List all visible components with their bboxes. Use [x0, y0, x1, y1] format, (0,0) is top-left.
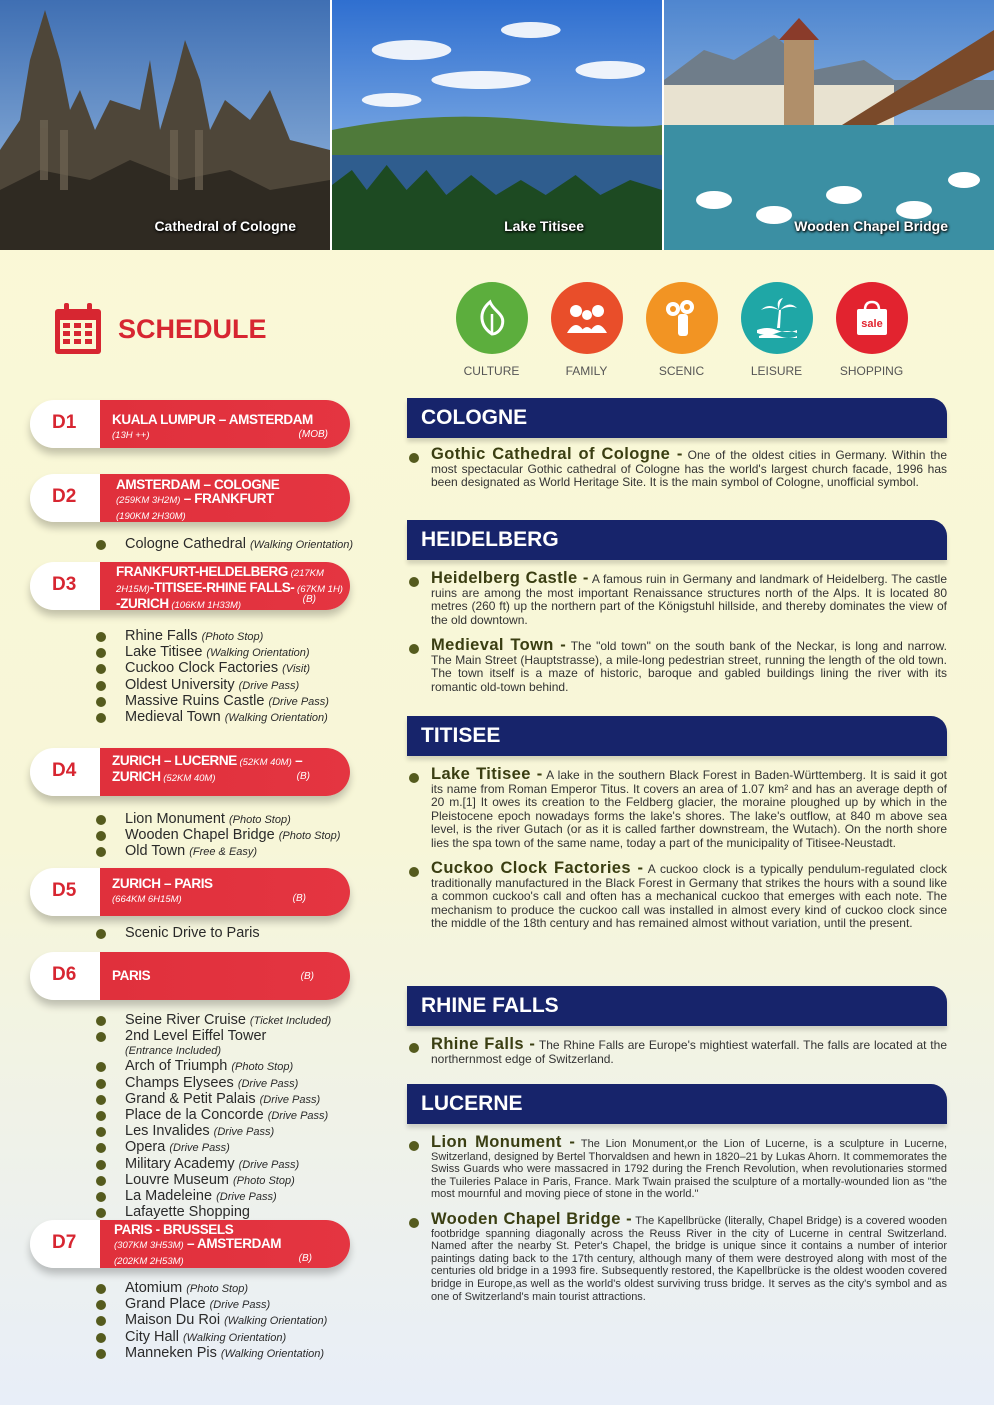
list-item: Medieval Town (Walking Orientation)	[96, 710, 329, 726]
section-title: RHINE FALLS	[407, 986, 947, 1026]
route-text: PARIS - BRUSSELS	[114, 1222, 234, 1237]
route-duration: (307KM 3H53M)	[114, 1240, 184, 1251]
photo-caption: Wooden Chapel Bridge	[794, 218, 948, 234]
day-label: D7	[52, 1232, 77, 1253]
list-item: Seine River Cruise (Ticket Included)	[96, 1013, 331, 1029]
route-duration: (52KM 40M)	[236, 757, 292, 768]
day-label: D6	[52, 964, 77, 985]
family-icon	[551, 282, 623, 354]
list-item: Oldest University (Drive Pass)	[96, 678, 329, 694]
category-scenic	[634, 282, 729, 378]
photo-cathedral-of-cologne	[0, 0, 330, 250]
list-item: Old Town (Free & Easy)	[96, 844, 340, 860]
category-label: FAMILY	[565, 364, 608, 378]
section-lucerne	[407, 1084, 947, 1303]
route-duration: (67KM 1H)	[294, 584, 343, 595]
section-title: COLOGNE	[407, 398, 947, 438]
list-item: Grand Place (Drive Pass)	[96, 1297, 327, 1313]
category-label: SHOPPING	[839, 364, 904, 378]
section-heidelberg	[407, 520, 947, 694]
meal-code: (B)	[302, 594, 316, 605]
meal-code: (B)	[296, 771, 310, 782]
schedule-title: SCHEDULE	[118, 313, 267, 344]
category-shopping	[824, 282, 919, 378]
list-item: Champs Elysees (Drive Pass)	[96, 1076, 331, 1092]
list-item: Military Academy (Drive Pass)	[96, 1157, 331, 1173]
list-item: Place de la Concorde (Drive Pass)	[96, 1108, 331, 1124]
photo-banner	[0, 0, 994, 250]
route-duration: (52KM 40M)	[160, 773, 216, 784]
attraction-item: Wooden Chapel Bridge - The Kapellbrücke (literally, Chapel Bridge) is a covered wooden footbridge spanning diagonally across the Reuss River in the city of Lucerne in central Switzerland. Named after the nearby St. Peter's Chapel, the bridge is unique since it contains a number of interior paintings dating back to the 17th century, although many of them were destroyed along with most of the centuries old bridge in a 1993 fire. Subsequently restored, the Kapellbrücke is the oldest wooden covered bridge in Europe,as well as the world's oldest surviving truss bridge. It serves as the city's symbol and as one of Switzerland's main tourist attractions.	[407, 1213, 947, 1303]
day-label: D5	[52, 880, 77, 901]
category-label: SCENIC	[658, 364, 705, 378]
category-label: CULTURE	[463, 364, 520, 378]
list-item: Massive Ruins Castle (Drive Pass)	[96, 694, 329, 710]
list-item: Lion Monument (Photo Stop)	[96, 812, 340, 828]
day-label: D1	[52, 412, 77, 433]
photo-caption: Lake Titisee	[504, 218, 584, 234]
itinerary-list-d7	[96, 1281, 327, 1362]
list-item: Lafayette Shopping	[96, 1205, 331, 1220]
day-badge-d6	[30, 952, 350, 1000]
calendar-icon	[54, 303, 102, 355]
attraction-item: Cuckoo Clock Factories - A cuckoo clock is a typically pendulum-regulated clock traditionally manufactured in the Black Forest in Germany that strikes the hours with a sound like a common cuckoo's call and often has a mechanical cuckoo that emerges with each note. The mechanism to produce the cuckoo call was installed in almost every kind of cuckoo clock since the middle of the 18th century and has remained almost without variation, until the present.	[407, 862, 947, 931]
day-badge-d7	[30, 1220, 350, 1268]
route-text: PARIS	[112, 968, 151, 983]
itinerary-list-d4	[96, 812, 340, 861]
route-text: -ZURICH	[116, 596, 169, 611]
list-item: Les Invalides (Drive Pass)	[96, 1124, 331, 1140]
list-item: La Madeleine (Drive Pass)	[96, 1189, 331, 1205]
route-duration: (259KM 3H2M)	[116, 495, 181, 506]
list-item: Manneken Pis (Walking Orientation)	[96, 1346, 327, 1362]
photo-lake-titisee	[332, 0, 662, 250]
category-family	[539, 282, 634, 378]
route-text: – AMSTERDAM	[183, 1236, 282, 1251]
section-title: HEIDELBERG	[407, 520, 947, 560]
itinerary-list-d5	[96, 926, 260, 941]
list-item: Atomium (Photo Stop)	[96, 1281, 327, 1297]
route-duration: (664KM 6H15M)	[112, 894, 182, 905]
route-duration: (13H ++)	[112, 430, 150, 441]
day-label: D3	[52, 574, 77, 595]
meal-code: (B)	[300, 971, 314, 982]
category-legend	[444, 282, 919, 378]
meal-code: (B)	[292, 893, 306, 904]
day-badge-d1	[30, 400, 350, 448]
meal-code: (MOB)	[298, 429, 328, 440]
list-item: Louvre Museum (Photo Stop)	[96, 1173, 331, 1189]
day-badge-d5	[30, 868, 350, 916]
route-text: KUALA LUMPUR – AMSTERDAM	[112, 412, 313, 427]
photo-wooden-chapel-bridge	[664, 0, 994, 250]
binoculars-icon	[646, 282, 718, 354]
itinerary-list-d3	[96, 629, 329, 726]
leaf-icon	[456, 282, 528, 354]
sale-bag-icon	[836, 282, 908, 354]
section-cologne	[407, 398, 947, 490]
attraction-item: Lake Titisee - A lake in the southern Black Forest in Baden-Württemberg. It is said it got its name from Roman Emperor Titus. It covers an area of 1.07 km² and has an average depth of 20 m.[1] It owes its creation to the Feldberg glacier, the moraine ploughed up by which in the Pleistocene epoch nowadays forms the lake's shores. The lake's outflow, at 840 m above sea level, is the river Gutach (or as it is called farther downstream, the Wutach). On the north shore lies the spa town of the same name, today a part of the municipality of Titisee-Neustadt.	[407, 768, 947, 850]
list-item: Lake Titisee (Walking Orientation)	[96, 645, 329, 661]
attraction-item: Heidelberg Castle - A famous ruin in Germany and landmark of Heidelberg. The castle ruins are among the most important Renaissance structures north of the Alps. It is located 80 metres (260 ft) up the northern part of the Königstuhl hillside, and thereby dominates the view of the old downtown.	[407, 572, 947, 627]
route-text: –	[291, 753, 303, 768]
section-title: LUCERNE	[407, 1084, 947, 1124]
list-item: Cologne Cathedral (Walking Orientation)	[96, 537, 353, 553]
route-text: ZURICH – PARIS	[112, 876, 213, 891]
route-text: AMSTERDAM – COLOGNE	[116, 477, 280, 492]
attraction-item: Gothic Cathedral of Cologne - One of the oldest cities in Germany. Within the most spectacular Gothic cathedral of Cologne has the world's largest church facade, 1996 has been designated as World Heritage Site. It is the main symbol of Cologne, unofficial symbol.	[407, 448, 947, 490]
list-item: Arch of Triumph (Photo Stop)	[96, 1059, 331, 1075]
route-text: ZURICH – LUCERNE	[112, 753, 237, 768]
route-duration: (217KM	[288, 568, 324, 579]
list-item: Wooden Chapel Bridge (Photo Stop)	[96, 828, 340, 844]
route-duration: (202KM 2H53M)	[114, 1256, 184, 1267]
list-item: 2nd Level Eiffel Tower (Entrance Included)	[96, 1029, 331, 1059]
list-item: Cuckoo Clock Factories (Visit)	[96, 661, 329, 677]
category-label: LEISURE	[750, 364, 803, 378]
day-route	[116, 565, 354, 613]
itinerary-list-d2	[96, 537, 353, 553]
list-item: Scenic Drive to Paris	[96, 926, 260, 941]
category-culture	[444, 282, 539, 378]
day-badge-d4	[30, 748, 350, 796]
list-item: Rhine Falls (Photo Stop)	[96, 629, 329, 645]
section-titisee	[407, 716, 947, 931]
schedule-header	[54, 303, 267, 355]
attraction-item: Lion Monument - The Lion Monument,or the Lion of Lucerne, is a sculpture in Lucerne, Switzerland, designed by Bertel Thorvaldsen and hewn in 1820–21 by Lukas Ahorn. It commemorates the Swiss Guards who were massacred in 1792 during the French Revolution, when revolutionaries stormed the Tuileries Palace in Paris, France. Mark Twain praised the sculpture of a mortally-wounded lion as "the most mournful and moving piece of stone in the world."	[407, 1136, 947, 1201]
route-duration: (190KM 2H30M)	[116, 511, 186, 522]
palm-tree-icon	[741, 282, 813, 354]
list-item: City Hall (Walking Orientation)	[96, 1330, 327, 1346]
day-label: D2	[52, 486, 77, 507]
route-text: ZURICH	[112, 769, 161, 784]
day-badge-d2	[30, 474, 350, 522]
list-item: Grand & Petit Palais (Drive Pass)	[96, 1092, 331, 1108]
itinerary-list-d6	[96, 1013, 331, 1220]
list-item: Maison Du Roi (Walking Orientation)	[96, 1313, 327, 1329]
attraction-item: Medieval Town - The "old town" on the south bank of the Neckar, is long and narrow. The Main Street (Hauptstrasse), a mile-long pedestrian street, running the length of the old town. The town itself is a maze of historic, baroque and gabled buildings lining the river with its romantic old-town behind.	[407, 639, 947, 694]
category-leisure	[729, 282, 824, 378]
day-route	[116, 478, 342, 524]
day-label: D4	[52, 760, 77, 781]
photo-caption: Cathedral of Cologne	[154, 218, 296, 234]
section-rhine-falls	[407, 986, 947, 1066]
list-item: Opera (Drive Pass)	[96, 1140, 331, 1156]
day-badge-d3	[30, 562, 350, 610]
route-duration: (106KM 1H33M)	[168, 600, 242, 611]
route-text: – FRANKFURT	[180, 491, 274, 506]
route-text: FRANKFURT-HELDELBERG	[116, 564, 288, 579]
route-text: -TITISEE-RHINE FALLS-	[149, 580, 295, 595]
route-duration: 2H15M)	[116, 584, 150, 595]
attraction-item: Rhine Falls - The Rhine Falls are Europe's mightiest waterfall. The falls are located at the northernmost edge of Switzerland.	[407, 1038, 947, 1066]
meal-code: (B)	[298, 1253, 312, 1264]
svg-text:sale: sale	[860, 318, 883, 330]
section-title: TITISEE	[407, 716, 947, 756]
